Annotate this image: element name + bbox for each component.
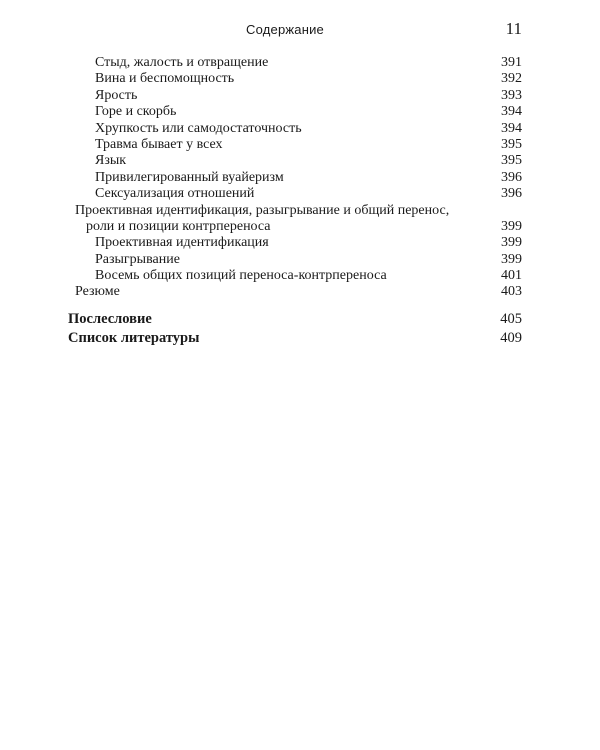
toc-entry-page: 401 bbox=[501, 268, 522, 284]
toc-entry-title: Резюме bbox=[75, 284, 120, 300]
toc-entry-title: Травма бывает у всех bbox=[95, 136, 223, 152]
toc-entry bbox=[0, 55, 600, 71]
toc-entry-title: Вина и беспомощность bbox=[95, 71, 235, 87]
toc-entry-page: 399 bbox=[501, 218, 522, 234]
toc-entry bbox=[0, 284, 600, 300]
toc-entry bbox=[0, 153, 600, 169]
toc-entry-title: Ярость bbox=[95, 87, 138, 103]
toc-entry-title: Проективная идентификация, разыгрывание и общий перенос, bbox=[75, 202, 450, 218]
toc-entry-title: роли и позиции контрпереноса bbox=[86, 218, 271, 234]
section-spacer bbox=[0, 301, 600, 311]
toc-entry bbox=[0, 203, 600, 219]
toc-chapter bbox=[0, 330, 600, 346]
toc-entry-title: Сексуализация отношений bbox=[95, 186, 255, 202]
page-number: 11 bbox=[505, 19, 522, 38]
toc-entry-page: 396 bbox=[501, 169, 522, 185]
toc-chapter-title: Послесловие bbox=[68, 310, 152, 327]
toc-entry bbox=[0, 121, 600, 137]
toc-entry-title: Язык bbox=[95, 153, 127, 169]
toc-entry-title: Стыд, жалость и отвращение bbox=[95, 55, 269, 70]
toc-entry-page: 393 bbox=[501, 87, 522, 103]
toc-entry bbox=[0, 88, 600, 104]
running-head bbox=[0, 19, 600, 42]
toc-chapter-title: Список литературы bbox=[68, 330, 200, 347]
toc-chapter-page: 405 bbox=[500, 310, 522, 327]
toc-entry-page: 399 bbox=[501, 235, 522, 251]
toc-entry-title: Проективная идентификация bbox=[95, 235, 269, 251]
toc-entry bbox=[0, 104, 600, 120]
toc-entry-page: 395 bbox=[501, 136, 522, 152]
toc-entry-continuation bbox=[0, 219, 600, 235]
toc-entry-title: Горе и скорбь bbox=[95, 104, 177, 120]
toc-entry bbox=[0, 71, 600, 87]
toc-entry-page: 403 bbox=[501, 284, 522, 300]
toc-entry bbox=[0, 235, 600, 251]
toc-entry bbox=[0, 137, 600, 153]
toc-entry-page: 391 bbox=[501, 55, 522, 70]
toc-entry-title: Привилегированный вуайеризм bbox=[95, 169, 284, 185]
toc-chapter-page: 409 bbox=[500, 330, 522, 347]
toc-entry-page: 395 bbox=[501, 153, 522, 169]
toc-entry-title: Хрупкость или самодостаточность bbox=[95, 120, 302, 136]
toc-entry-page: 394 bbox=[501, 104, 522, 120]
toc-entry-title: Восемь общих позиций переноса-контрпереноса bbox=[95, 268, 387, 284]
toc-entry-page: 396 bbox=[501, 186, 522, 202]
toc-entry-title: Разыгрывание bbox=[95, 251, 180, 267]
toc-entry-page: 392 bbox=[501, 71, 522, 87]
toc-entry bbox=[0, 268, 600, 284]
toc-entry bbox=[0, 252, 600, 268]
toc-entry-page: 394 bbox=[501, 120, 522, 136]
toc-entry bbox=[0, 186, 600, 202]
toc-entry bbox=[0, 170, 600, 186]
toc-entry-page: 399 bbox=[501, 251, 522, 267]
toc-chapter bbox=[0, 311, 600, 327]
table-of-contents bbox=[0, 55, 600, 347]
running-head-title: Содержание bbox=[246, 22, 324, 37]
